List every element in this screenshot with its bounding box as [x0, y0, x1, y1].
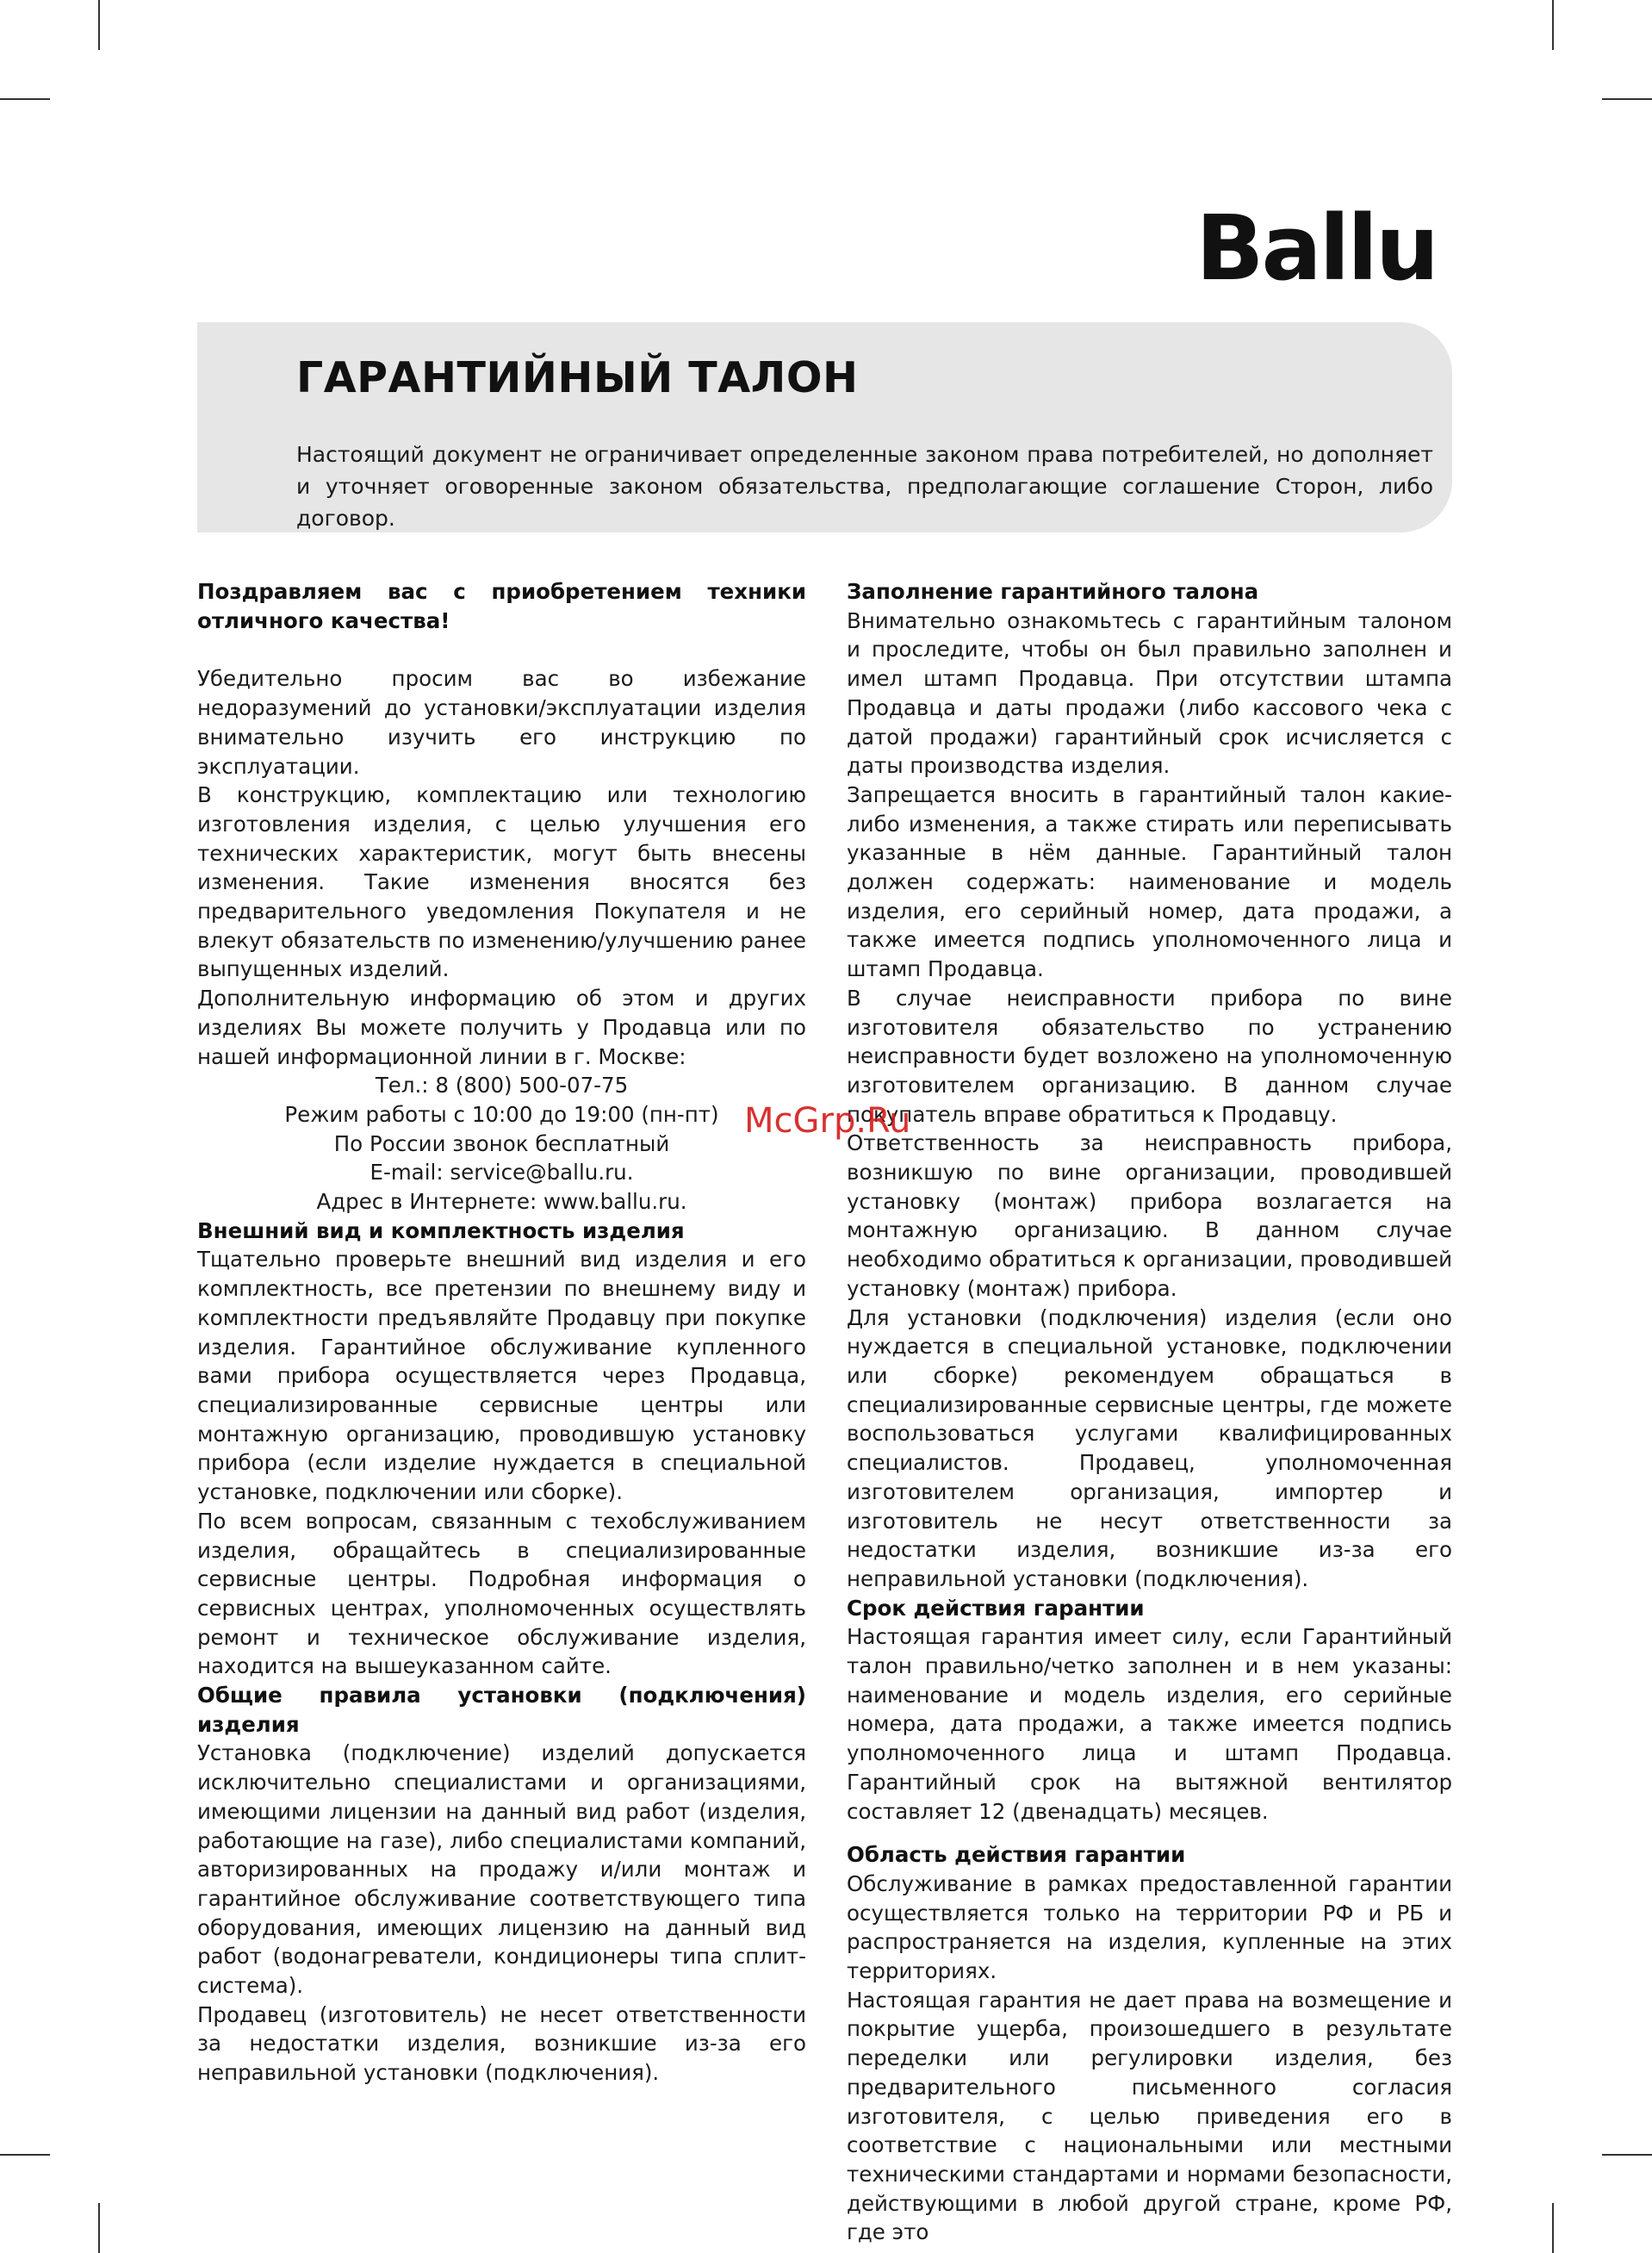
crop-mark [1552, 0, 1554, 50]
contact-email: E-mail: service@ballu.ru. [370, 1160, 634, 1186]
contact-website: Адрес в Интернете: www.ballu.ru. [316, 1189, 687, 1215]
crop-mark [98, 0, 100, 50]
crop-mark [1552, 2203, 1554, 2253]
contact-block [197, 1071, 806, 1217]
paragraph: Дополнительную информацию об этом и других изделиях Вы можете получить у Продавца или по нашей информационной линии в г. Москве: [197, 986, 806, 1069]
paragraph: По всем вопросам, связанным с техобслуживанием изделия, обращайтесь в специализированные сервисные центры. Подробная информация о сервисных центрах, уполномоченных осуществлять ремонт и техническое обслуживание изделия, находится на вышеуказанном сайте. [197, 1508, 806, 1679]
right-column [847, 577, 1452, 2247]
paragraph: Установка (подключение) изделий допускается исключительно специалистами и организациями, имеющими лицензии на данный вид работ (изделия, работающие на газе), либо специалистами компаний, авторизированных на продажу и/или монтаж и гарантийное обслуживание соответствующего типа оборудования, имеющих лицензию на данный вид работ (водонагреватели, кондиционеры типа сплит-система). [197, 1740, 806, 1999]
crop-mark [98, 2203, 100, 2253]
paragraph: Тщательно проверьте внешний вид изделия и его комплектность, все претензии по внешнему виду и комплектности предъявляйте Продавцу при покупке изделия. Гарантийное обслуживание купленного вами прибора осуществляется через Продавца, специализированные сервисные центры или монтажную организацию, проводившую установку прибора (если изделие нуждается в специальной установке, подключении или сборке). [197, 1247, 806, 1505]
paragraph: В конструкцию, комплектацию или технологию изготовления изделия, с целью улучшения его технических характеристик, могут быть внесены изменения. Такие изменения вносятся без предварительного уведомления Покупателя и не влекут обязательств по изменению/улучшению ранее выпущенных изделий. [197, 782, 806, 982]
crop-mark [0, 2154, 50, 2156]
paragraph: Убедительно просим вас во избежание недоразумений до установки/эксплуатации изделия внимательно изучить его инструкцию по эксплуатации. [197, 666, 806, 779]
contact-free-call: По России звонок бесплатный [333, 1130, 670, 1156]
intro-text: Настоящий документ не ограничивает определенные законом права потребителей, но дополняет и уточняет оговоренные законом обязательства, предполагающие соглашение Сторон, либо договор. [296, 442, 1433, 531]
congrats-heading: Поздравляем вас с приобретением техники отличного качества! [197, 579, 806, 633]
section-heading: Внешний вид и комплектность изделия [197, 1217, 685, 1243]
paragraph: В случае неисправности прибора по вине изготовителя обязательство по устранению неисправности будет возложено на уполномоченную изготовителем организацию. В данном случае покупатель вправе обратиться к Продавцу. [847, 985, 1452, 1127]
contact-hours: Режим работы с 10:00 до 19:00 (пн-пт) [284, 1101, 719, 1127]
paragraph: Настоящая гарантия не дает права на возмещение и покрытие ущерба, произошедшего в результате переделки или регулировки изделия, без предварительного письменного согласия изготовителя, с целью приведения его в соответствие с национальными или местными техническими стандартами и нормами безопасности, действующими в любой другой стране, кроме РФ, где это [847, 1987, 1452, 2245]
section-heading: Общие правила установки (подключения) изделия [197, 1683, 806, 1737]
watermark: McGrp.Ru [744, 1101, 911, 1141]
paragraph: Для установки (подключения) изделия (если оно нуждается в специальной установке, подключении или сборке) рекомендуем обращаться в специализированные сервисные центры, где можете воспользоваться услугами квалифицированных специалистов. Продавец, уполномоченная изготовителем организация, импортер и изготовитель не несут ответственности за недостатки изделия, возникшие из-за его неправильной установки (подключения). [847, 1304, 1452, 1591]
paragraph: Ответственность за неисправность прибора, возникшую по вине организации, проводившей установку (монтаж) прибора возлагается на монтажную организацию. В данном случае необходимо обратиться к организации, проводившей установку (монтаж) прибора. [847, 1130, 1452, 1301]
paragraph: Запрещается вносить в гарантийный талон какие-либо изменения, а также стирать или переписывать указанные в нём данные. Гарантийный талон должен содержать: наименование и модель изделия, его серийный номер, дата продажи, а также имеется подпись уполномоченного лица и штамп Продавца. [847, 781, 1452, 982]
title-banner [197, 322, 1452, 532]
paragraph: Внимательно ознакомьтесь с гарантийным талоном и проследите, чтобы он был правильно заполнен и имел штамп Продавца. При отсутствии штампа Продавца и даты продажи (либо кассового чека с датой продажи) гарантийный срок исчисляется с даты производства изделия. [847, 607, 1452, 779]
section-heading: Область действия гарантии [847, 1842, 1186, 1868]
crop-mark [0, 98, 50, 100]
page-title: ГАРАНТИЙНЫЙ ТАЛОН [296, 353, 859, 402]
paragraph: Продавец (изготовитель) не несет ответственности за недостатки изделия, возникшие из-за его неправильной установки (подключения). [197, 2001, 806, 2086]
crop-mark [1602, 98, 1652, 100]
brand-logo: Ballu [1196, 196, 1437, 301]
section-heading: Срок действия гарантии [847, 1595, 1145, 1621]
contact-phone: Тел.: 8 (800) 500-07-75 [375, 1073, 629, 1098]
crop-mark [1602, 2154, 1652, 2156]
paragraph: Обслуживание в рамках предоставленной гарантии осуществляется только на территории РФ и РБ и распространяется на изделия, купленные на этих территориях. [847, 1870, 1452, 1984]
section-heading: Заполнение гарантийного талона [847, 579, 1259, 604]
paragraph: Настоящая гарантия имеет силу, если Гарантийный талон правильно/четко заполнен и в нем указаны: наименование и модель изделия, его серийные номера, дата продажи, а также имеется подпись уполномоченного лица и штамп Продавца. Гарантийный срок на вытяжной вентилятор составляет 12 (двенадцать) месяцев. [847, 1624, 1452, 1824]
left-column [197, 577, 806, 2088]
